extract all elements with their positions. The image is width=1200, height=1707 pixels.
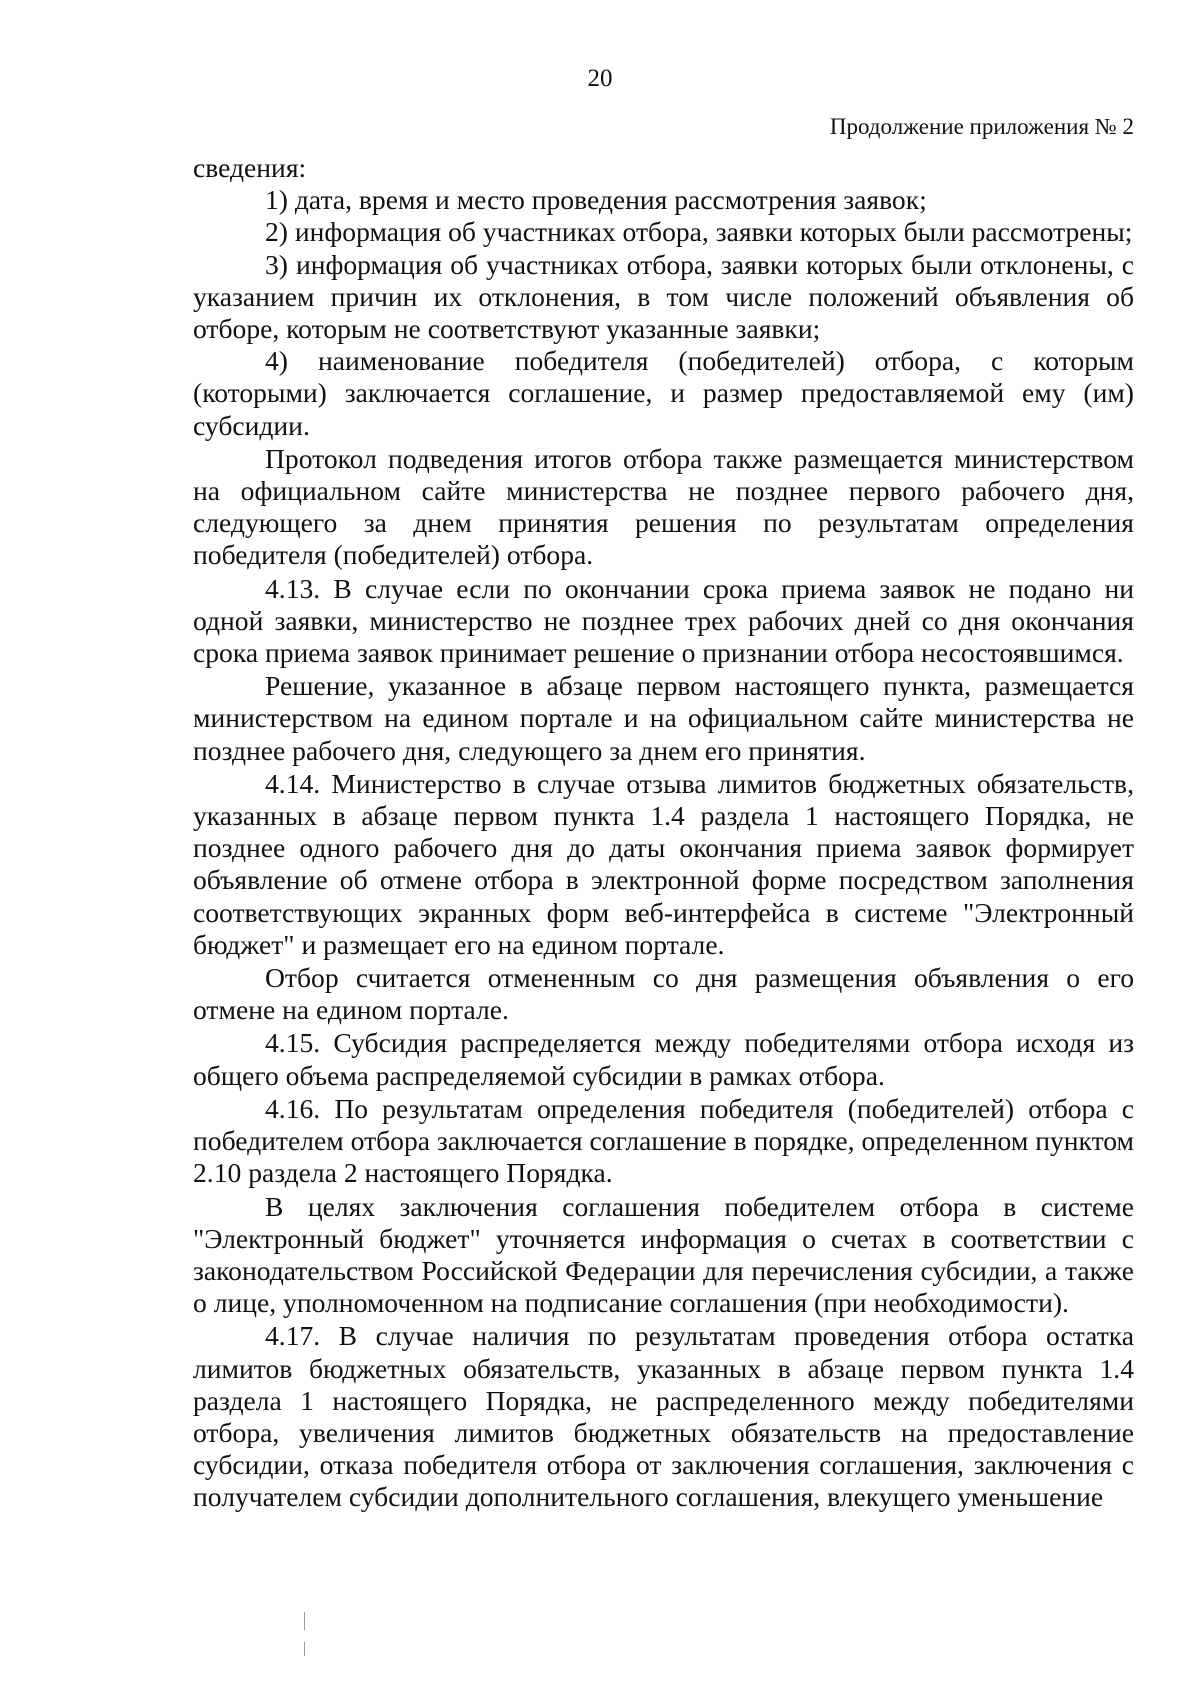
document-body: [193, 152, 1134, 1514]
list-item-1: 1) дата, время и место проведения рассмотрения заявок;: [265, 184, 927, 216]
paragraph-protocol: Протокол подведения итогов отбора также размещается министерством на официальном сайте министерства не позднее первого рабочего дня, следующего за днем принятия решения по результатам определения победителя (победителей) отбора.: [193, 442, 1134, 571]
clause-4-14: 4.14. Министерство в случае отзыва лимитов бюджетных обязательств, указанных в абзаце первом пункта 1.4 раздела 1 настоящего Порядка, не позднее одного рабочего дня до даты окончания приема заявок формирует объявление об отмене отбора в электронной форме посредством заполнения соответствующих экранных форм веб-интерфейса в системе "Электронный бюджет" и размещает его на едином портале.: [193, 767, 1134, 960]
list-item-4: 4) наименование победителя (победителей) отбора, с которым (которыми) заключается соглашение, и размер предоставляемой ему (им) субсидии.: [193, 345, 1134, 441]
list-item-3: 3) информация об участниках отбора, заявки которых были отклонены, с указанием причин их отклонения, в том числе положений объявления об отборе, которым не соответствуют указанные заявки;: [193, 248, 1134, 345]
paragraph-agreement: В целях заключения соглашения победителем отбора в системе "Электронный бюджет" уточняется информация о счетах в соответствии с законодательством Российской Федерации для перечисления субсидии, а также о лице, уполномоченном на подписание соглашения (при необходимости).: [193, 1190, 1134, 1319]
list-item-2: 2) информация об участниках отбора, заявки которых были рассмотрены;: [265, 216, 1133, 248]
clause-4-15: 4.15. Субсидия распределяется между победителями отбора исходя из общего объема распределяемой субсидии в рамках отбора.: [193, 1027, 1134, 1091]
paragraph-intro: сведения:: [193, 152, 307, 183]
clause-4-16: 4.16. По результатам определения победителя (победителей) отбора с победителем отбора заключается соглашение в порядке, определенном пунктом 2.10 раздела 2 настоящего Порядка.: [193, 1092, 1134, 1189]
scan-artifact-line: [304, 1612, 305, 1630]
clause-4-13: 4.13. В случае если по окончании срока приема заявок не подано ни одной заявки, министерство не позднее трех рабочих дней со дня окончания срока приема заявок принимает решение о признании отбора несостоявшимся.: [193, 572, 1134, 669]
scan-artifact-line: [304, 1642, 305, 1656]
appendix-continuation-note: Продолжение приложения № 2: [829, 114, 1134, 139]
paragraph-cancellation: Отбор считается отмененным со дня размещения объявления о его отмене на едином портале.: [193, 962, 1134, 1026]
clause-4-17: 4.17. В случае наличия по результатам проведения отбора остатка лимитов бюджетных обязательств, указанных в абзаце первом пункта 1.4 раздела 1 настоящего Порядка, не распределенного между победителями отбора, увеличения лимитов бюджетных обязательств на предоставление субсидии, отказа победителя отбора от заключения соглашения, заключения с получателем субсидии дополнительного соглашения, влекущего уменьшение: [193, 1320, 1134, 1513]
paragraph-decision: Решение, указанное в абзаце первом настоящего пункта, размещается министерством на едином портале и на официальном сайте министерства не позднее рабочего дня, следующего за днем его принятия.: [193, 670, 1134, 766]
page-number: 20: [587, 65, 613, 92]
